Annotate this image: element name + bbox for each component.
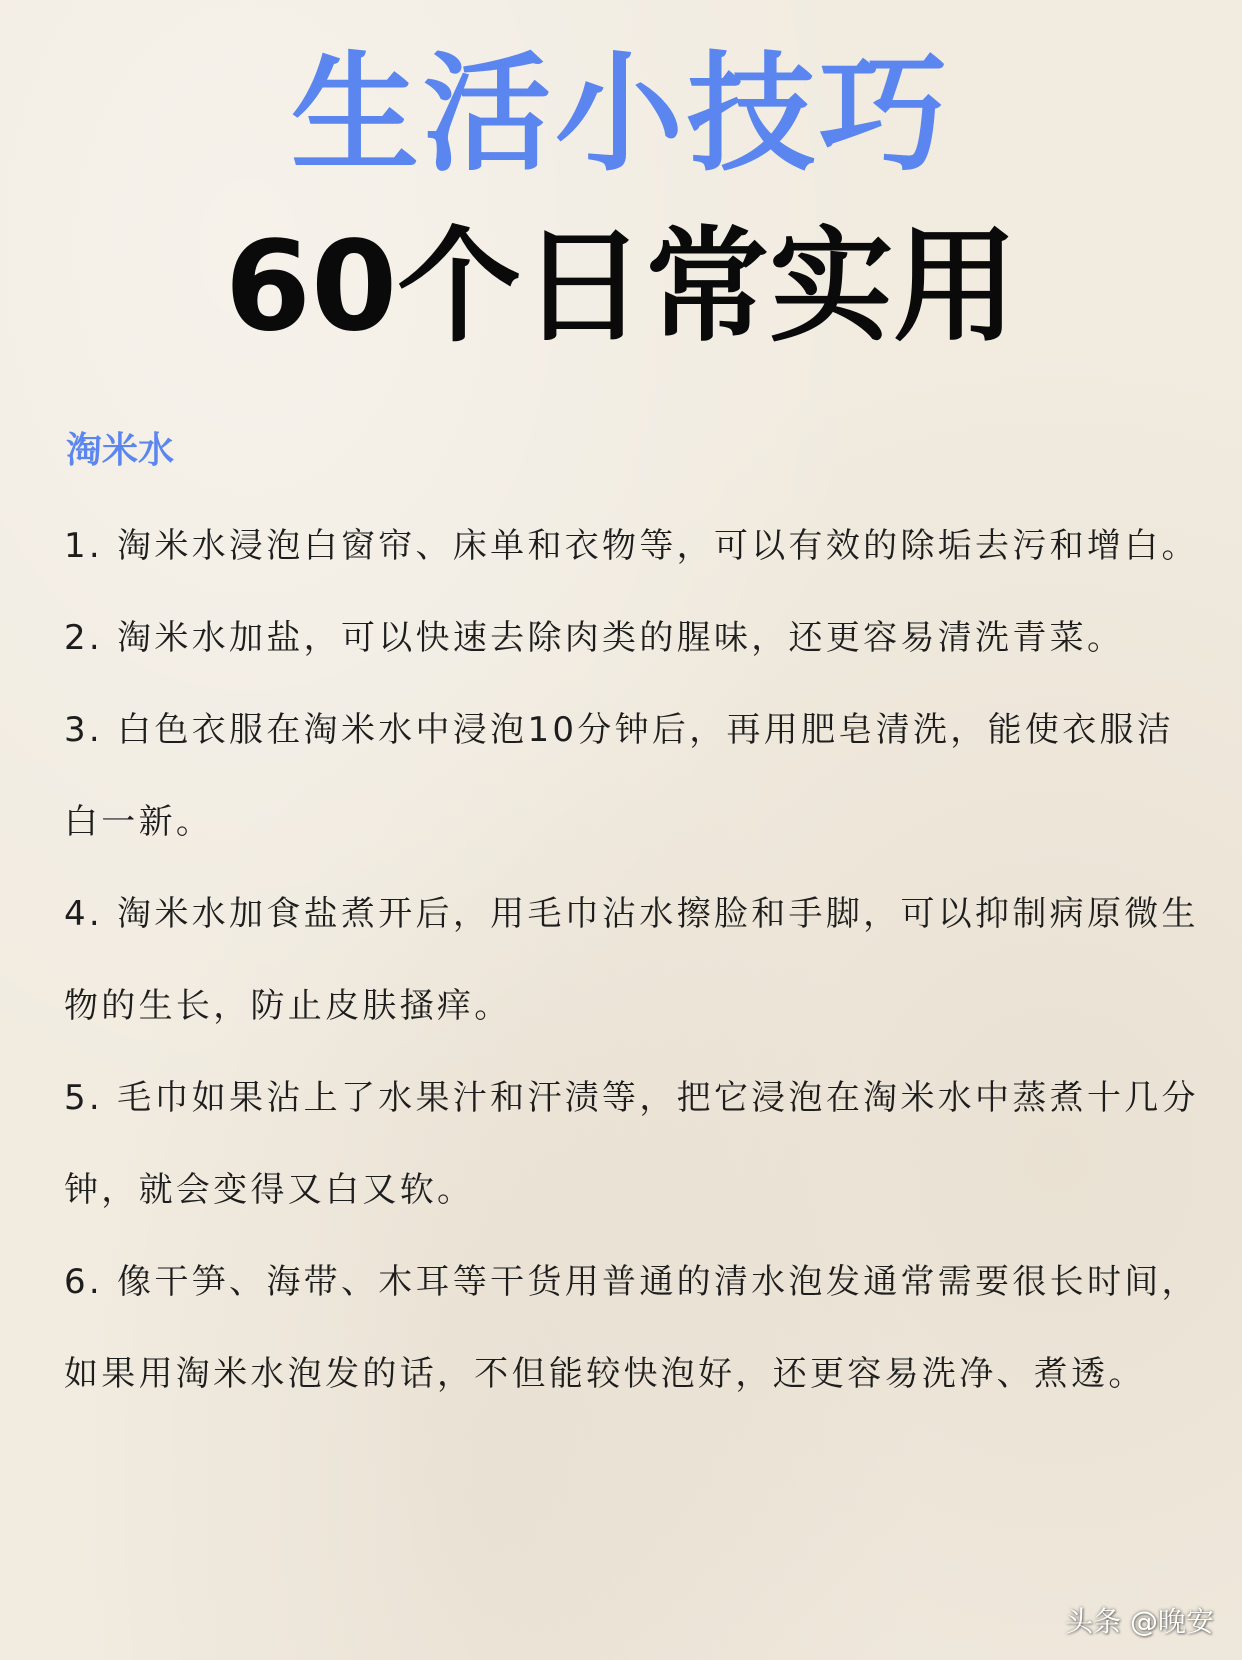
tip-item-5: 5. 毛巾如果沾上了水果汁和汗渍等，把它浸泡在淘米水中蒸煮十几分钟，就会变得又白又软。 xyxy=(64,1078,1199,1210)
watermark: 头条 @晚安 xyxy=(1065,1605,1214,1638)
tip-item-4: 4. 淘米水加食盐煮开后，用毛巾沾水擦脸和手脚，可以抑制病原微生物的生长，防止皮肤搔痒。 xyxy=(64,894,1199,1026)
tip-item-2: 2. 淘米水加盐，可以快速去除肉类的腥味，还更容易清洗青菜。 xyxy=(64,618,1125,658)
section-heading: 淘米水 xyxy=(66,430,175,471)
page-title: 生活小技巧 xyxy=(290,40,951,189)
page-subtitle: 60个日常实用 xyxy=(224,215,1018,359)
tip-item-1: 1. 淘米水浸泡白窗帘、床单和衣物等，可以有效的除垢去污和增白。 xyxy=(64,526,1199,566)
tips-list xyxy=(64,500,1204,1420)
tip-item-3: 3. 白色衣服在淘米水中浸泡10分钟后，再用肥皂清洗，能使衣服洁白一新。 xyxy=(64,710,1175,842)
tip-item-6: 6. 像干笋、海带、木耳等干货用普通的清水泡发通常需要很长时间，如果用淘米水泡发的话，不但能较快泡好，还更容易洗净、煮透。 xyxy=(64,1262,1199,1394)
